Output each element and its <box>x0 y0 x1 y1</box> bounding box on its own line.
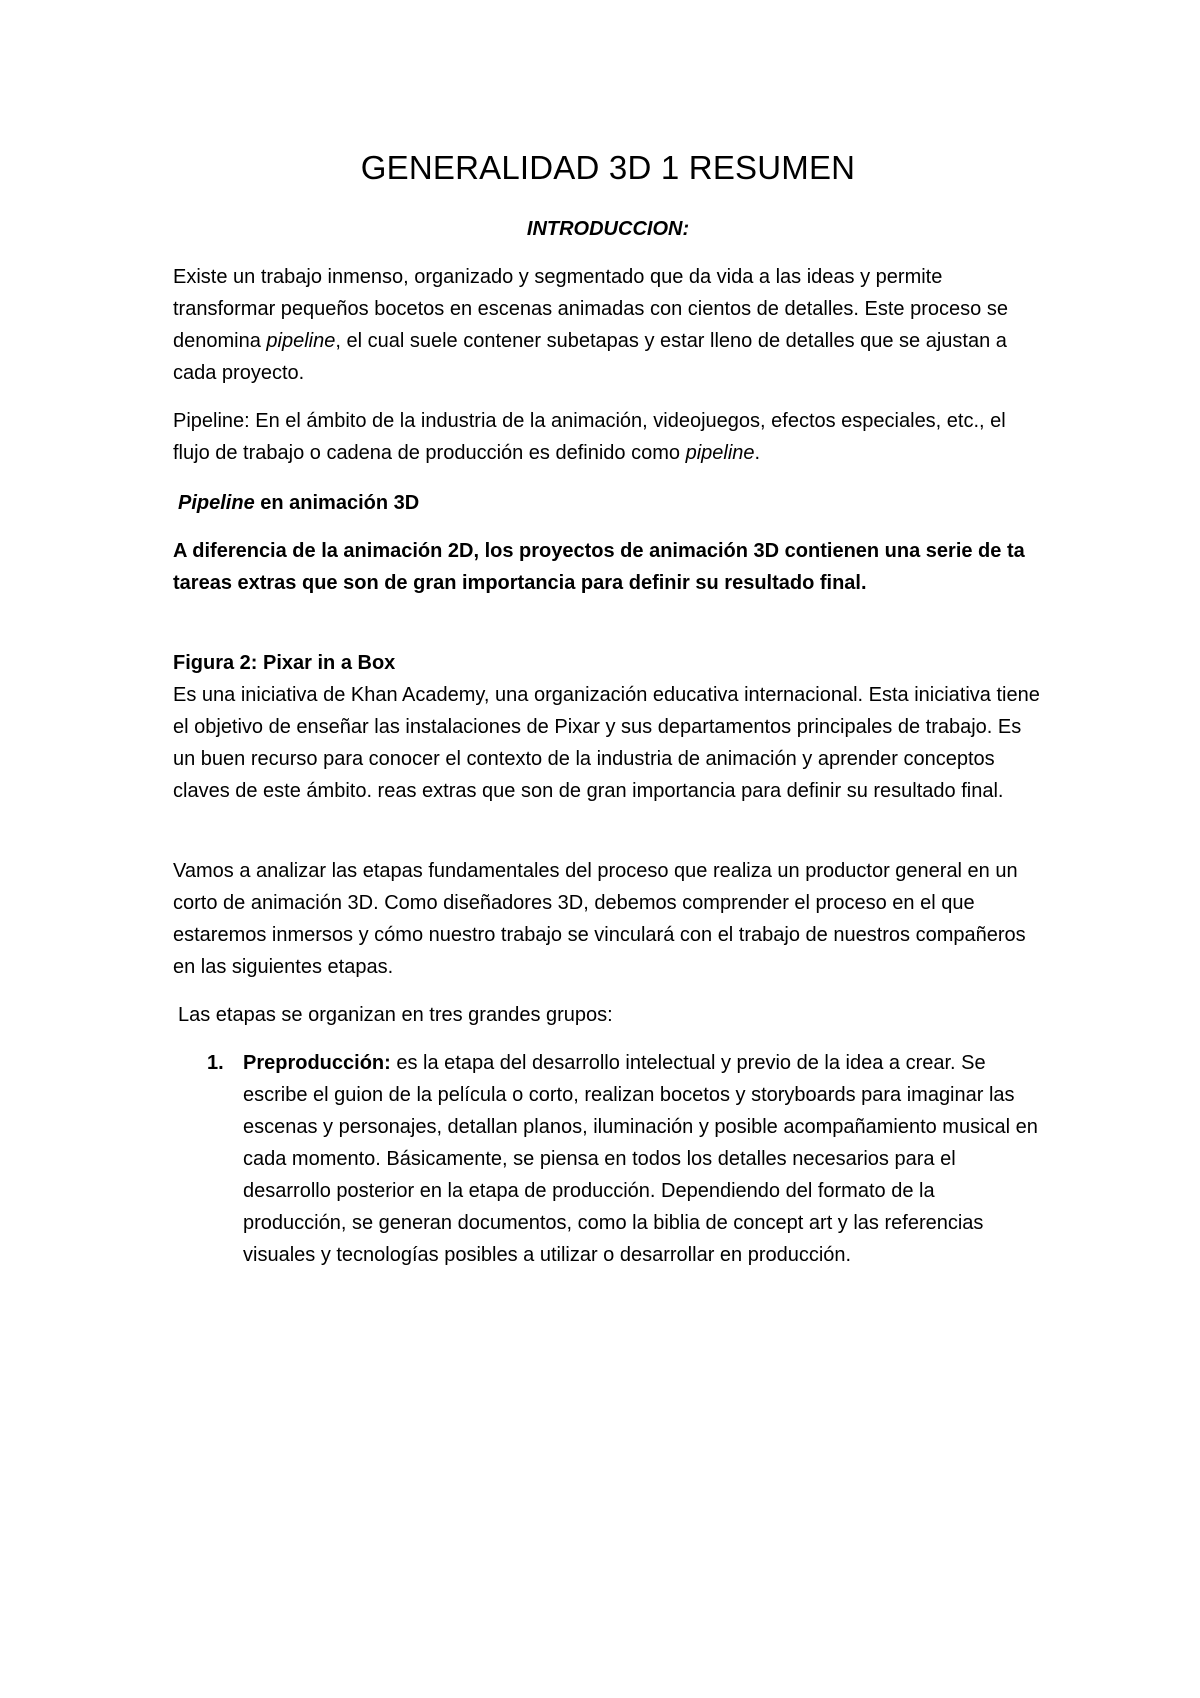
pipeline-3d-heading <box>178 487 1048 519</box>
pipeline-definition-paragraph <box>173 405 1043 469</box>
pipeline-3d-heading-text: en animación 3D <box>254 492 420 514</box>
pixar-figure-caption: Figura 2: Pixar in a Box <box>173 652 396 674</box>
intro-text-a: Existe un trabajo inmenso, organizado y segmentado que da vida a las ideas y permite transformar pequeños bocetos en escenas animadas con cientos de detalles. Este proceso se denomina <box>173 266 1008 352</box>
pipeline-definition-text-b: . <box>754 442 761 464</box>
pixar-text: Es una iniciativa de Khan Academy, una organización educativa internacional. Esta iniciativa tiene el objetivo de enseñar las instalaciones de Pixar y sus departamentos principales de trabajo. Es un buen recurso para conocer el contexto de la industria de animación y aprender conceptos claves de este ámbito. reas extras que son de gran importancia para definir su resultado final. <box>173 684 1040 802</box>
animation-difference-paragraph: A diferencia de la animación 2D, los proyectos de animación 3D contienen una serie de ta tareas extras que son de gran importancia para definir su resultado final. <box>173 540 1025 594</box>
list-item <box>207 1047 1043 1271</box>
intro-paragraph <box>173 261 1043 389</box>
list-item-text: es la etapa del desarrollo intelectual y previo de la idea a crear. Se escribe el guion de la película o corto, realizan bocetos y storyboards para imaginar las escenas y personajes, detallan planos, iluminación y posible acompañamiento musical en cada momento. Básicamente, se piensa en todos los detalles necesarios para el desarrollo posterior en la etapa de producción. Dependiendo del formato de la producción, se generan documentos, como la biblia de concept art y las referencias visuales y tecnologías posibles a utilizar o desarrollar en producción. <box>243 1052 1038 1266</box>
pipeline-3d-heading-italic: Pipeline <box>178 492 255 514</box>
intro-italic-term: pipeline <box>266 330 336 352</box>
list-item-term: Preproducción: <box>243 1052 391 1074</box>
document-title: GENERALIDAD 3D 1 RESUMEN <box>360 149 856 186</box>
pipeline-definition-italic-term: pipeline <box>685 442 755 464</box>
stages-analysis-paragraph: Vamos a analizar las etapas fundamentales del proceso que realiza un productor general en un corto de animación 3D. Como diseñadores 3D, debemos comprender el proceso en el que estaremos inmersos y cómo nuestro trabajo se vinculará con el trabajo de nuestros compañeros en las siguientes etapas. <box>173 860 1026 978</box>
stages-groups-paragraph: Las etapas se organizan en tres grandes grupos: <box>178 1004 613 1026</box>
list-item-number: 1. <box>207 1052 224 1074</box>
pipeline-definition-text-a: Pipeline: En el ámbito de la industria de la animación, videojuegos, efectos especiales, etc., el flujo de trabajo o cadena de producción es definido como <box>173 410 1006 464</box>
intro-heading: INTRODUCCION: <box>526 218 690 240</box>
stages-list <box>207 1047 1043 1271</box>
pixar-paragraph <box>173 647 1043 807</box>
intro-text-b: , el cual suele contener subetapas y estar lleno de detalles que se ajustan a cada proyecto. <box>173 330 1007 384</box>
